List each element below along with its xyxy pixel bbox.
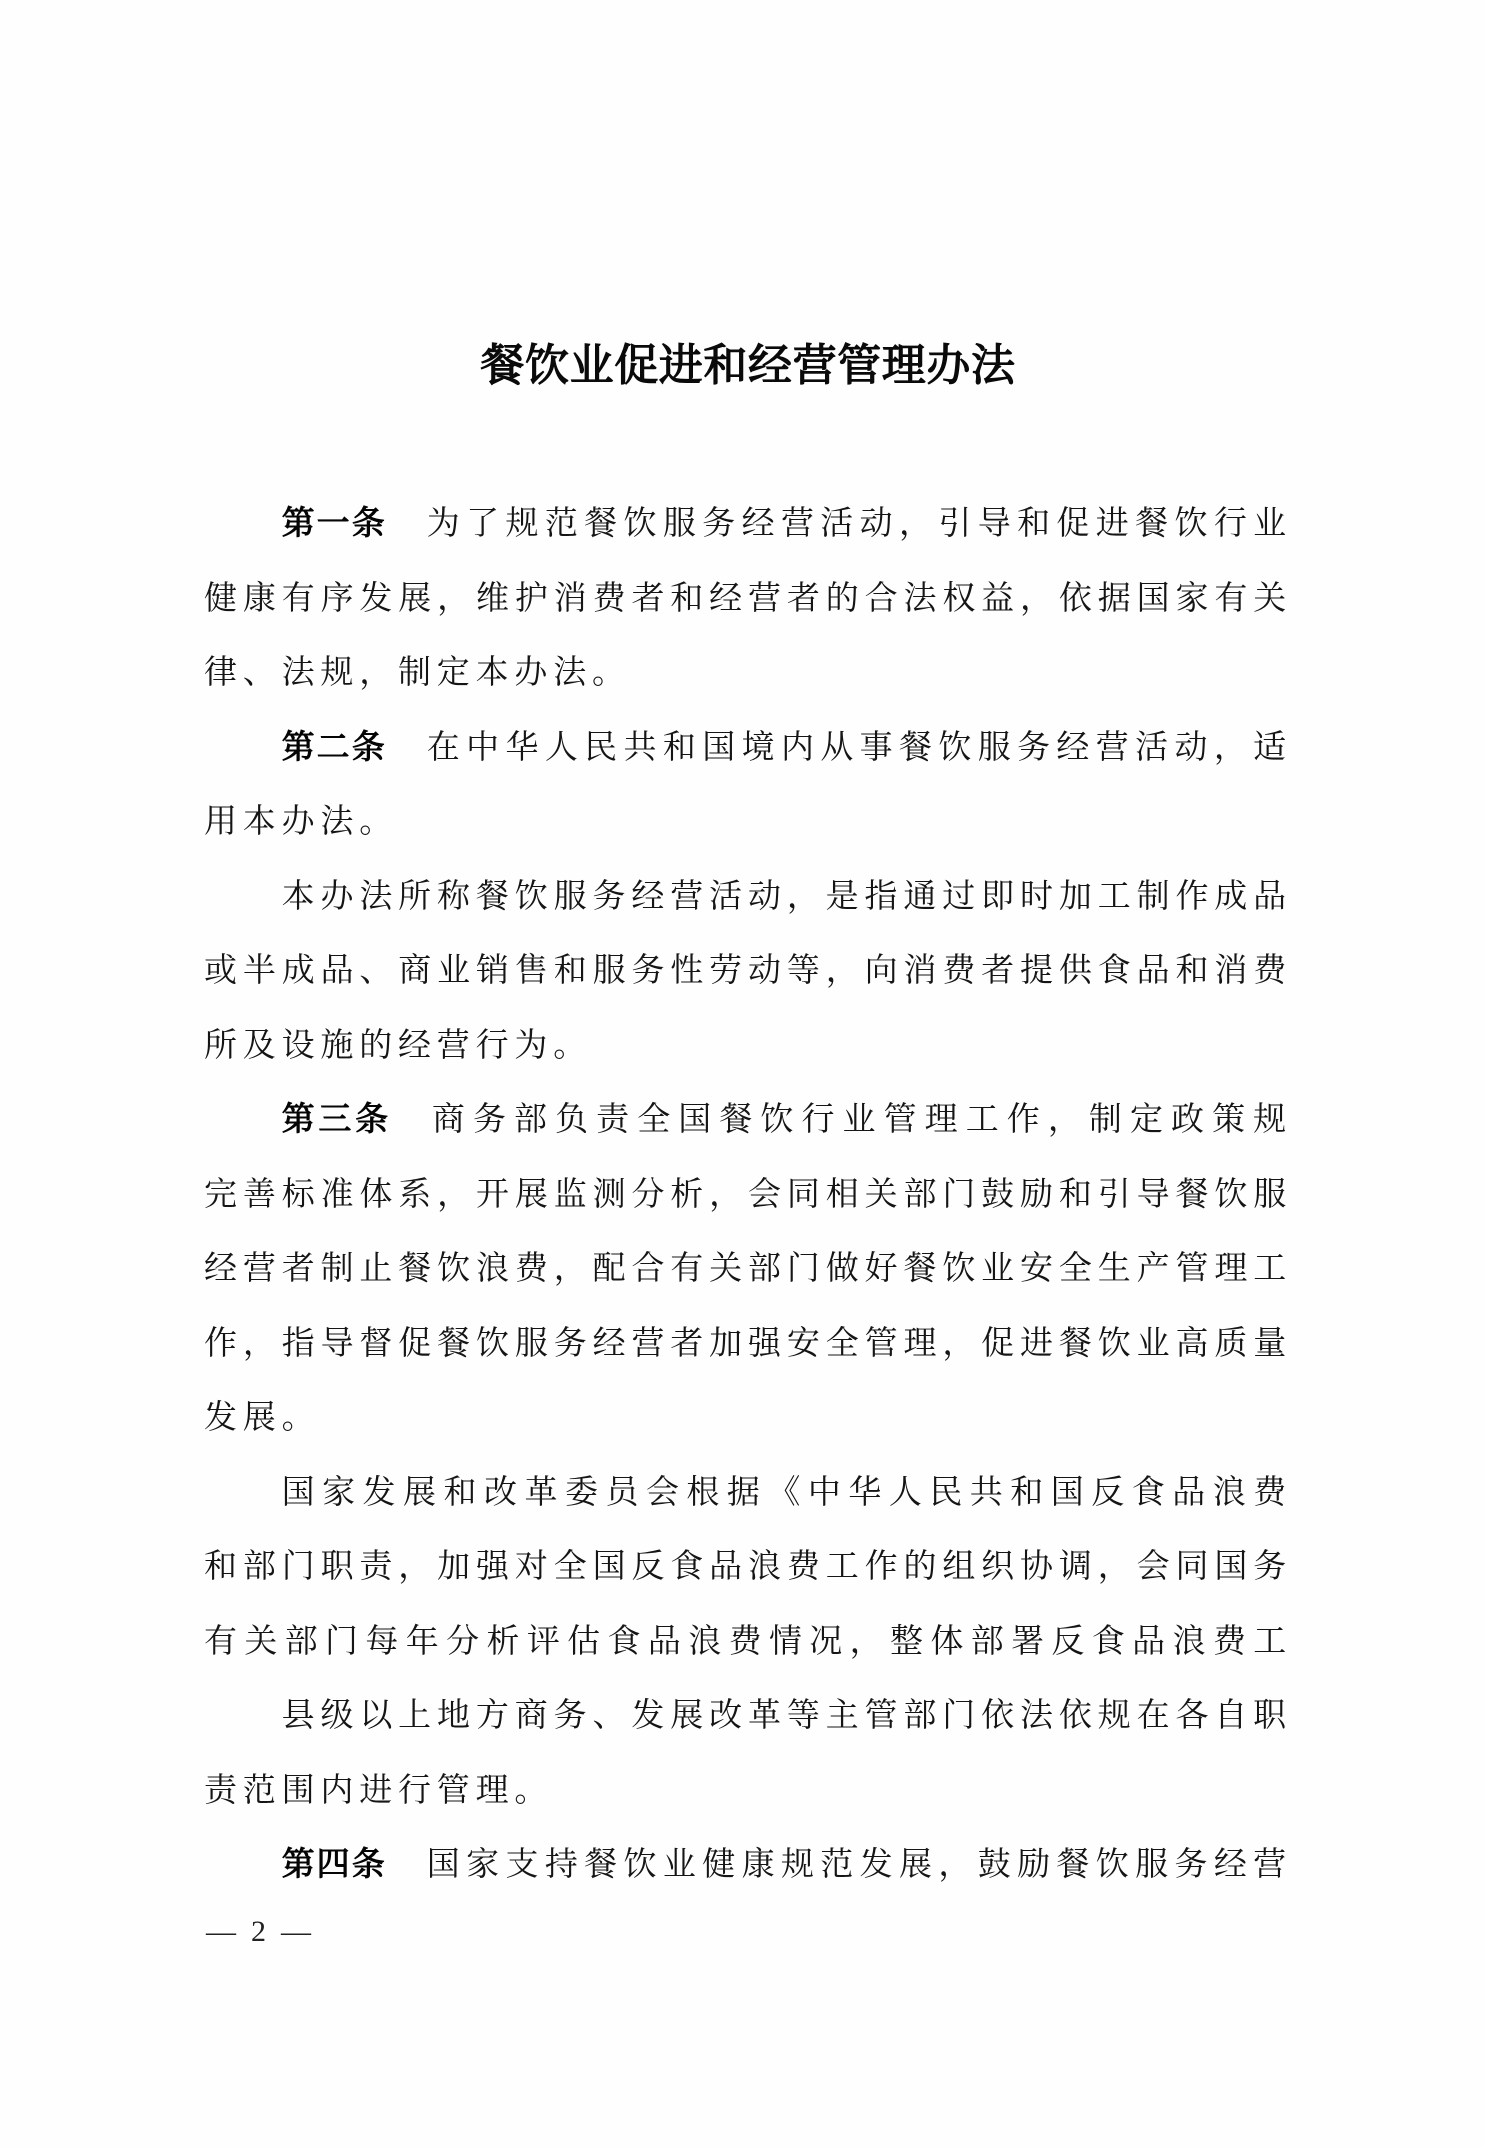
- paragraph-line: 经营者制止餐饮浪费，配合有关部门做好餐饮业安全生产管理工: [204, 1248, 1292, 1287]
- article-2: [204, 710, 1292, 859]
- article-label: 第二条: [281, 726, 387, 766]
- paragraph-line: [204, 486, 1292, 561]
- line-text: 商务部负责全国餐饮行业管理工作，制定政策规: [431, 1099, 1292, 1138]
- paragraph-line: 完善标准体系，开展监测分析，会同相关部门鼓励和引导餐饮服: [204, 1173, 1292, 1213]
- paragraph-line: 用本办法。: [204, 801, 398, 840]
- paragraph-line: 律、法规，制定本办法。: [204, 652, 631, 691]
- line-text: 在中华人民共和国境内从事餐饮服务经营活动，适: [426, 726, 1292, 766]
- document-title: 餐饮业促进和经营管理办法: [480, 340, 1016, 391]
- paragraph-line: 有关部门每年分析评估食品浪费情况，整体部署反食品浪费工: [204, 1620, 1292, 1660]
- article-label: 第一条: [281, 503, 387, 542]
- paragraph-line: 所及设施的经营行为。: [204, 1024, 592, 1064]
- article-label: 第三条: [281, 1099, 392, 1138]
- article-label: 第四条: [281, 1844, 387, 1883]
- document-body: [204, 486, 1292, 1902]
- paragraph-line: 本办法所称餐饮服务经营活动，是指通过即时加工制作成品: [281, 875, 1292, 915]
- paragraph-line: 国家发展和改革委员会根据《中华人民共和国反食品浪费: [281, 1471, 1292, 1511]
- paragraph-line: 和部门职责，加强对全国反食品浪费工作的组织协调，会同国务: [204, 1546, 1292, 1585]
- paragraph-line: [204, 1082, 1292, 1157]
- paragraph-line: 县级以上地方商务、发展改革等主管部门依法依规在各自职: [281, 1695, 1292, 1734]
- paragraph-line: 健康有序发展，维护消费者和经营者的合法权益，依据国家有关: [204, 577, 1292, 617]
- page-number: — 2 —: [206, 1915, 311, 1948]
- article-1: [204, 486, 1292, 710]
- line-text: 为了规范餐饮服务经营活动，引导和促进餐饮行业: [426, 503, 1292, 542]
- paragraph-line: [204, 1827, 1292, 1902]
- paragraph-line: 发展。: [204, 1397, 321, 1436]
- line-text: 国家支持餐饮业健康规范发展，鼓励餐饮服务经营: [426, 1844, 1292, 1883]
- paragraph-line: [204, 710, 1292, 785]
- article-3-paragraph-2: [204, 1455, 1292, 1679]
- article-3: [204, 1082, 1292, 1455]
- article-2-paragraph-2: [204, 859, 1292, 1083]
- article-3-paragraph-3: [204, 1678, 1292, 1827]
- paragraph-line: 责范围内进行管理。: [204, 1769, 554, 1809]
- article-4: [204, 1827, 1292, 1902]
- paragraph-line: 或半成品、商业销售和服务性劳动等，向消费者提供食品和消费: [204, 950, 1292, 989]
- paragraph-line: 作，指导督促餐饮服务经营者加强安全管理，促进餐饮业高质量: [204, 1322, 1292, 1362]
